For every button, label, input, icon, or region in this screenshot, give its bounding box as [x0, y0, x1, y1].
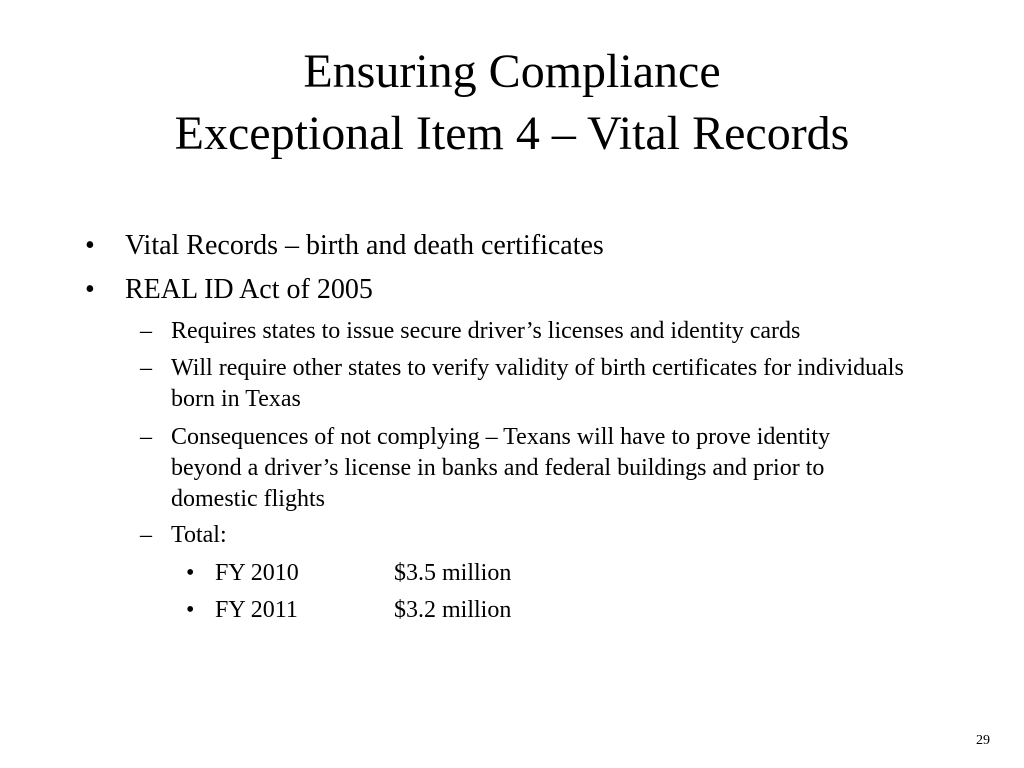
fiscal-year-label: FY 2011 [215, 597, 298, 623]
sub-item-text: Total: [171, 522, 227, 548]
sub-item-text: Will require other states to verify validity of birth certificates for individuals born in Texas [171, 355, 904, 412]
amount-value: $3.5 million [394, 560, 512, 586]
amount-value: $3.2 million [394, 597, 512, 623]
bullet-text: REAL ID Act of 2005 [125, 274, 373, 305]
title-line-1: Ensuring Compliance [303, 45, 721, 98]
bullet-icon: • [186, 560, 195, 586]
title-line-2: Exceptional Item 4 – Vital Records [174, 107, 850, 160]
page-number: 29 [976, 733, 990, 748]
sub-item-text: Requires states to issue secure driver’s licenses and identity cards [171, 318, 801, 344]
dash-icon: – [140, 424, 152, 450]
slide-title [0, 41, 1024, 165]
bullet-text: Vital Records – birth and death certificates [125, 230, 604, 261]
dash-icon: – [140, 355, 152, 381]
bullet-icon: • [85, 230, 95, 261]
fiscal-year-label: FY 2010 [215, 560, 299, 586]
bullet-icon: • [186, 597, 195, 623]
dash-icon: – [140, 522, 152, 548]
bullet-icon: • [85, 274, 95, 305]
sub-item-text: Consequences of not complying – Texans will have to prove identity beyond a driver’s license in banks and federal buildings and prior to domestic flights [171, 424, 831, 512]
dash-icon: – [140, 318, 152, 344]
